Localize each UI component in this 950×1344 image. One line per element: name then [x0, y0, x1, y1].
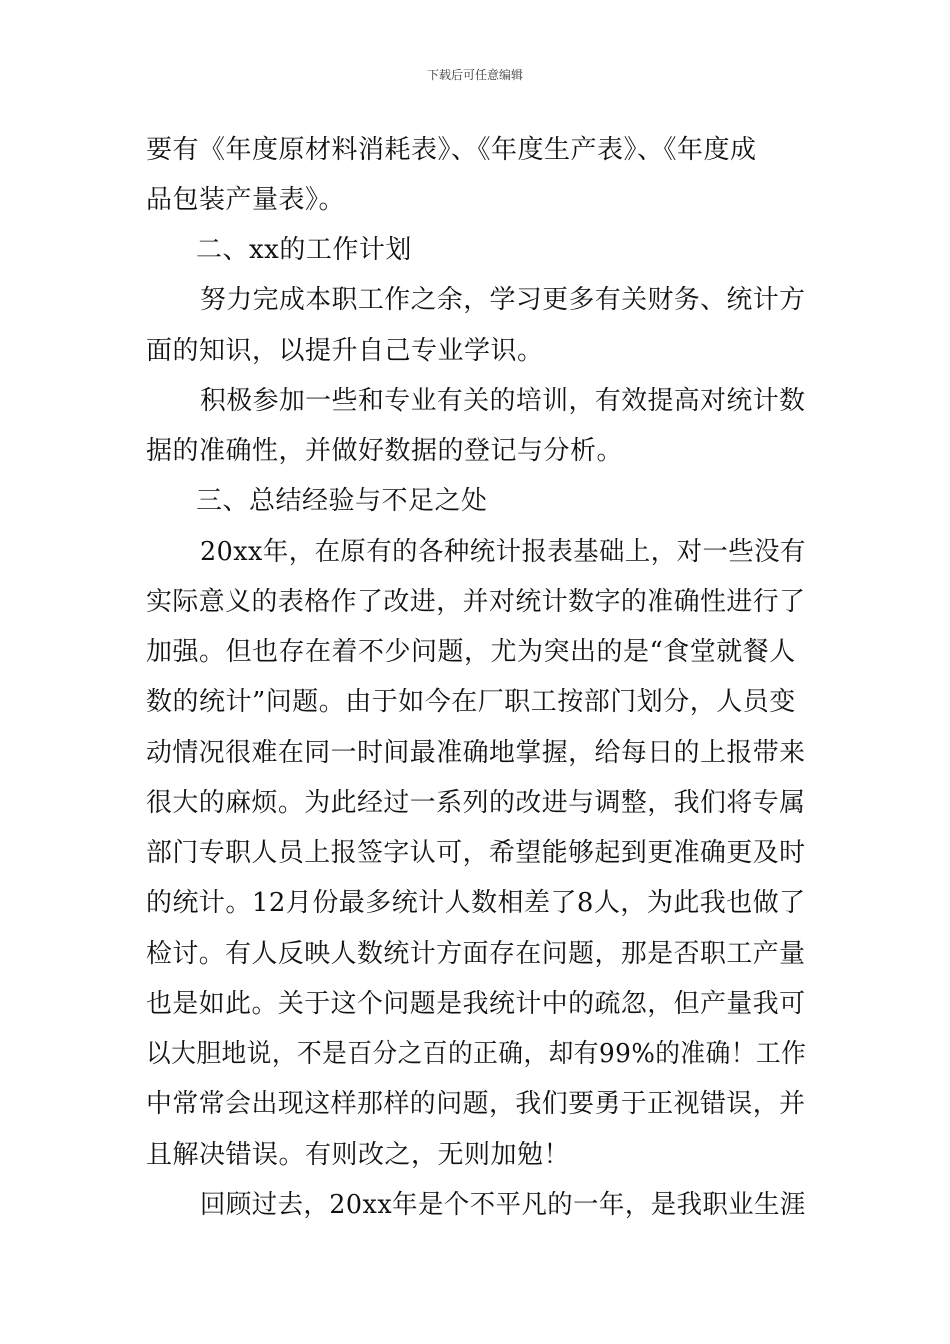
section-heading: 二、xx的工作计划	[196, 235, 412, 265]
text-line: 加强。但也存在着不少问题，尤为突出的是“食堂就餐人	[146, 637, 796, 667]
text-line: 据的准确性，并做好数据的登记与分析。	[146, 436, 624, 466]
text-line: 的统计。12月份最多统计人数相差了8人，为此我也做了	[146, 888, 806, 918]
text-line: 回顾过去，20xx年是个不平凡的一年，是我职业生涯	[200, 1190, 806, 1220]
page-header: 下载后可任意编辑	[426, 68, 523, 82]
text-line: 且解决错误。有则改之，无则加勉！	[146, 1140, 571, 1170]
section-heading: 三、总结经验与不足之处	[196, 486, 488, 516]
text-line: 部门专职人员上报签字认可，希望能够起到更准确更及时	[146, 838, 806, 868]
text-line: 面的知识，以提升自己专业学识。	[146, 336, 544, 366]
text-line: 也是如此。关于这个问题是我统计中的疏忽，但产量我可	[146, 989, 806, 1019]
text-line: 数的统计”问题。由于如今在厂职工按部门划分，人员变	[146, 687, 796, 717]
text-line: 积极参加一些和专业有关的培训，有效提高对统计数	[200, 386, 806, 416]
text-line: 中常常会出现这样那样的问题，我们要勇于正视错误，并	[146, 1089, 806, 1119]
text-line: 实际意义的表格作了改进，并对统计数字的准确性进行了	[146, 587, 806, 617]
text-line: 20xx年，在原有的各种统计报表基础上，对一些没有	[200, 537, 806, 567]
text-line: 很大的麻烦。为此经过一系列的改进与调整，我们将专属	[146, 788, 806, 818]
text-line: 以大胆地说，不是百分之百的正确，却有99%的准确！工作	[146, 1039, 807, 1069]
text-line: 品包装产量表》。	[146, 185, 346, 215]
text-line: 检讨。有人反映人数统计方面存在问题，那是否职工产量	[146, 939, 806, 969]
text-line: 要有《年度原材料消耗表》、《年度生产表》、《年度成	[146, 135, 757, 165]
text-line: 动情况很难在同一时间最准确地掌握，给每日的上报带来	[146, 738, 806, 768]
text-line: 努力完成本职工作之余，学习更多有关财务、统计方	[200, 285, 806, 315]
